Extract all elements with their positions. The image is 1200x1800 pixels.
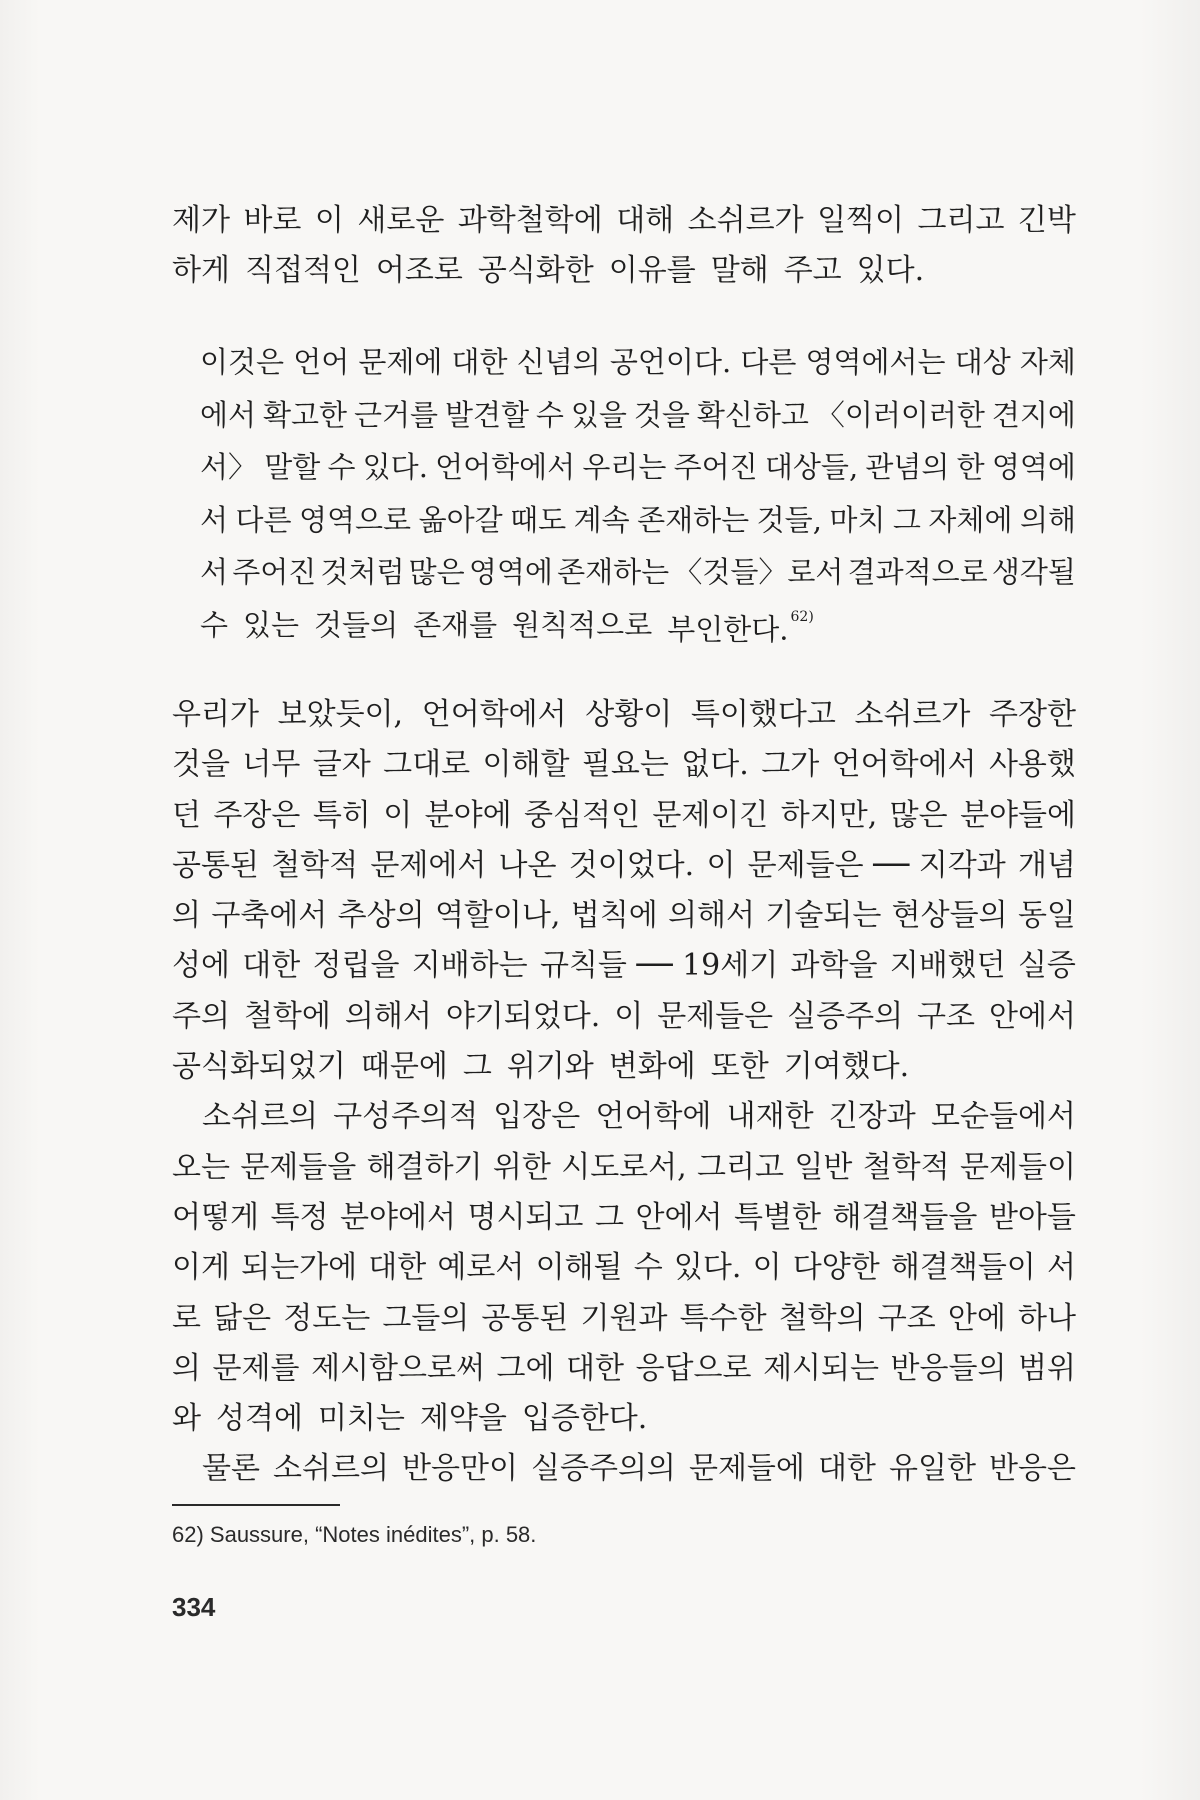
word: 철학적 [271,847,359,883]
word: 정립을 [312,948,400,984]
word: 기여했다. [783,1049,910,1085]
word: 소쉬르의 [172,1099,318,1135]
word: 위한 [492,1149,551,1185]
text-line [172,891,1076,941]
word: 직접적인 [244,253,361,288]
word: 입장은 [493,1099,581,1135]
word: 물론 [172,1451,260,1487]
word: 응답으로 [635,1350,752,1386]
text-line [172,841,1076,891]
word: 하게 [172,253,230,288]
word: 오는 [172,1149,230,1185]
word: 대한 [242,948,301,984]
word: 중심적인 [524,797,640,833]
word: 글자 [312,747,371,783]
word: 위기와 [506,1049,594,1085]
word: 구조 [877,1300,936,1336]
word: 문제이긴 [652,797,769,833]
word: 영역에서는 [805,345,946,379]
word: 해결하기 [366,1149,483,1185]
word: 현상들의 [891,898,1008,934]
word: 자체에 [928,502,1013,537]
text-line [172,1042,1076,1092]
word: 대상들, [764,450,859,484]
word: 〈것들〉로서 [673,555,844,589]
word: 닮은 [213,1300,272,1336]
word: 언어학에서 [831,747,977,783]
word: 로 [172,1300,201,1336]
word: 공식화되었기 [172,1049,346,1085]
word: 바로 [243,203,302,238]
word: 어떻게 [172,1199,259,1235]
text-line [200,494,1076,547]
word: 공통된 [172,847,259,883]
word: 과학철학에 [457,203,603,238]
word: 많은 [408,555,465,589]
word: 일찍이 [817,203,905,238]
word: 입증한다. [521,1401,648,1437]
word: 너무 [242,747,301,783]
word: 규칙들 ── 19세기 [539,948,779,984]
word: 마치 [829,502,886,537]
word: 범위 [1018,1350,1076,1386]
word: 특수한 [679,1300,767,1336]
word: 사용했 [988,747,1076,783]
word: 이 [752,1250,782,1286]
word: 생각될 [991,555,1076,589]
word: 실증주의 [787,998,904,1034]
word: 있다. [856,253,925,288]
word: 와 [172,1401,201,1437]
word: 서 [200,502,229,537]
word: 존재하는 [637,502,750,537]
word: 제시함으로써 [311,1350,485,1386]
text-line [200,599,1076,656]
word: 문제들은 ── 지각과 [747,847,1006,883]
word: 근거를 [353,397,438,432]
text-line [172,941,1076,991]
word: 성에 [172,948,230,984]
word: 철학적 [862,1149,950,1185]
word: 공언이다. [609,345,732,379]
text-line [172,196,1076,246]
word: 분야에서 [340,1199,456,1235]
word: 문제들을 [240,1149,357,1185]
word: 언어 [293,345,350,379]
word: 상황이 [585,697,673,732]
word: 대한 [566,1350,625,1386]
word: 대상 [954,345,1011,379]
word: 철학에 [243,998,331,1034]
word: 주장은 [213,797,301,833]
word: 주고 [783,253,842,288]
word: 안에서 [635,1199,723,1235]
word: 기술되는 [765,898,882,934]
word: 개념 [1017,847,1076,883]
word: 것이었다. [568,847,695,883]
word: 특별한 [733,1199,821,1235]
text-line [172,1444,1076,1494]
word: 미치는 [317,1401,405,1437]
word: 주의 [172,998,230,1034]
word: 구조 [917,998,975,1034]
main-body-text [172,690,1076,1495]
word: 문제에 [358,345,443,379]
word: 문제들이 [960,1149,1076,1185]
word: 관념의 [865,450,950,484]
text-line [200,389,1076,442]
word: 이유를 [608,253,696,288]
word: 다른 [740,345,797,379]
word: 긴장과 [828,1099,916,1135]
word: 실증 [1017,948,1076,984]
word: 공통된 [481,1300,569,1336]
word: 예로서 [437,1250,525,1286]
word: 영역에 [468,555,553,589]
word: 소쉬르의 [273,1451,389,1487]
word: 대한 [368,1250,427,1286]
text-line [172,1294,1076,1344]
word: 자체 [1019,345,1076,379]
word: 특정 [270,1199,329,1235]
word: 하지만, [780,797,878,833]
word: 명시되고 [467,1199,584,1235]
word: 유일한 [888,1451,976,1487]
word: 정도는 [283,1300,371,1336]
word: 이 [314,203,344,238]
text-line [172,1394,1076,1444]
word: 이 [383,797,413,833]
word: 분야들에 [960,797,1076,833]
text-line [172,1092,1076,1142]
word: 한 [956,450,985,484]
word: 특히 [312,797,371,833]
text-line [172,1243,1076,1293]
word: 〈이러이러한 [815,397,985,432]
word: 이게 [172,1250,230,1286]
word: 성격에 [215,1401,303,1437]
word: 분야에 [424,797,512,833]
word: 그 [462,1049,492,1085]
word: 되는가에 [241,1250,358,1286]
word: 해결책들이 [890,1250,1036,1286]
text-line [172,246,1076,296]
word: 확고한 [262,397,348,432]
word: 수 [327,450,356,484]
word: 이해될 [535,1250,623,1286]
word: 것을 [633,397,690,432]
word: 말할 [264,450,321,484]
word: 우리는 [582,450,667,484]
word: 야기되었다. [445,998,601,1034]
word: 받아들 [988,1199,1076,1235]
word: 동일 [1017,898,1076,934]
word: 원칙적으로 [512,607,653,642]
word: 옮아갈 [418,502,503,537]
word: 언어학에서 [421,697,567,732]
word: 시도로서, [561,1149,687,1185]
word: 법칙에 [570,898,658,934]
word: 대해 [616,203,675,238]
word: 이해할 [482,747,570,783]
word: 지배하는 [411,948,528,984]
word: 의 [172,898,201,934]
word: 언어학에 [595,1099,712,1135]
word: 언어학에서 [435,450,576,484]
word: 문제들은 [657,998,774,1034]
word: 때도 [510,502,567,537]
text-line [172,992,1076,1042]
word: 서 [200,555,229,589]
word: 때문에 [360,1049,448,1085]
word: 새로운 [357,203,445,238]
word: 부인한다. $^{62)}$ [667,608,814,647]
word: 이 [706,847,736,883]
word: 던 [172,797,201,833]
word: 그 [594,1199,624,1235]
word: 안에서 [988,998,1076,1034]
word: 결과적으로 [847,555,988,589]
word: 발견할 [444,397,529,432]
word: 과학을 [790,948,878,984]
text-line [200,441,1076,494]
word: 그에 [496,1350,555,1386]
text-line [200,336,1076,389]
word: 의해서 [668,898,756,934]
footnote-divider [172,1504,340,1506]
word: 소쉬르가 [854,697,971,732]
word: 우리가 [172,697,259,732]
word: 제시되는 [763,1350,879,1386]
word: 다양한 [792,1250,880,1286]
word: 그들의 [382,1300,470,1336]
word: 제가 [172,203,230,238]
word: 것들, [756,502,822,537]
page-number: 334 [172,1592,216,1622]
word: 존재를 [413,607,498,642]
word: 문제들에 [688,1451,805,1487]
word: 긴박 [1017,203,1076,238]
word: 서 [1046,1250,1076,1286]
word: 역할이나, [434,898,561,934]
word: 안에 [947,1300,1006,1336]
word: 추상의 [337,898,425,934]
word: 견지에 [991,397,1076,432]
word: 하나 [1018,1300,1076,1336]
word: 수 [535,397,564,432]
word: 문제에서 [370,847,487,883]
word: 대한 [451,345,508,379]
text-line [172,1344,1076,1394]
word: 내재한 [726,1099,814,1135]
word: 제약을 [419,1401,507,1437]
word: 지배했던 [889,948,1006,984]
text-line [172,1143,1076,1193]
word: 수 [633,1250,663,1286]
word: 실증주의의 [531,1451,676,1487]
footnote-62: 62) Saussure, “Notes inédites”, p. 58. [172,1522,537,1547]
word: 확신하고 [696,397,809,432]
word: 모순들에서 [931,1099,1076,1135]
word: 필요는 [581,747,669,783]
word: 그리고 [697,1149,784,1185]
word: 공식화한 [477,253,594,288]
word: 영역에 [991,450,1076,484]
word: 에서 [200,397,257,432]
text-line [172,1193,1076,1243]
word: 수 [200,607,229,642]
word: 의 [172,1350,201,1386]
word: 말해 [710,253,769,288]
word: 있다. [362,450,428,484]
word: 계속 [573,502,630,537]
word: 대한 [817,1451,876,1487]
word: 많은 [889,797,948,833]
word: 기원과 [580,1300,668,1336]
word: 나온 [498,847,557,883]
word: 존재하는 [557,555,670,589]
word: 주어진 [673,450,758,484]
footnote-reference: 62) [790,608,814,625]
word: 그리고 [917,203,1005,238]
word: 해결책들을 [832,1199,978,1235]
word: 반응은 [989,1451,1076,1487]
word: 그 [892,502,921,537]
word: 것처럼 [320,555,405,589]
word: 변화에 [608,1049,696,1085]
word: 일반 [794,1149,853,1185]
word: 있다. [673,1250,742,1286]
word: 주어진 [232,555,317,589]
word: 특이했다고 [690,697,836,732]
word: 것들의 [314,607,399,642]
word: 소쉬르가 [687,203,804,238]
word: 주장한 [989,697,1076,732]
word: 없다. [681,747,749,783]
word: 이 [614,998,644,1034]
word: 이것은 [200,345,285,379]
word: 어조로 [375,253,463,288]
word: 다른 [235,502,292,537]
word: 영역으로 [299,502,412,537]
text-line [172,791,1076,841]
word: 보았듯이, [277,697,404,732]
block-quote [200,336,1076,656]
word: 문제를 [212,1350,300,1386]
word: 것을 [172,747,230,783]
word: 그대로 [383,747,471,783]
word: 의해 [1019,502,1076,537]
word: 서〉 [200,450,258,484]
word: 철학의 [778,1300,866,1336]
word: 그가 [761,747,820,783]
text-line [200,546,1076,599]
word: 신념의 [516,345,601,379]
word: 구축에서 [211,898,328,934]
continued-paragraph [172,196,1076,296]
text-line [172,740,1076,790]
word: 반응들의 [890,1350,1007,1386]
word: 구성주의적 [333,1099,479,1135]
word: 의해서 [344,998,432,1034]
word: 반응만이 [402,1451,518,1487]
word: 있는 [243,607,300,642]
word: 있을 [570,397,627,432]
text-line [172,690,1076,740]
word: 또한 [710,1049,769,1085]
